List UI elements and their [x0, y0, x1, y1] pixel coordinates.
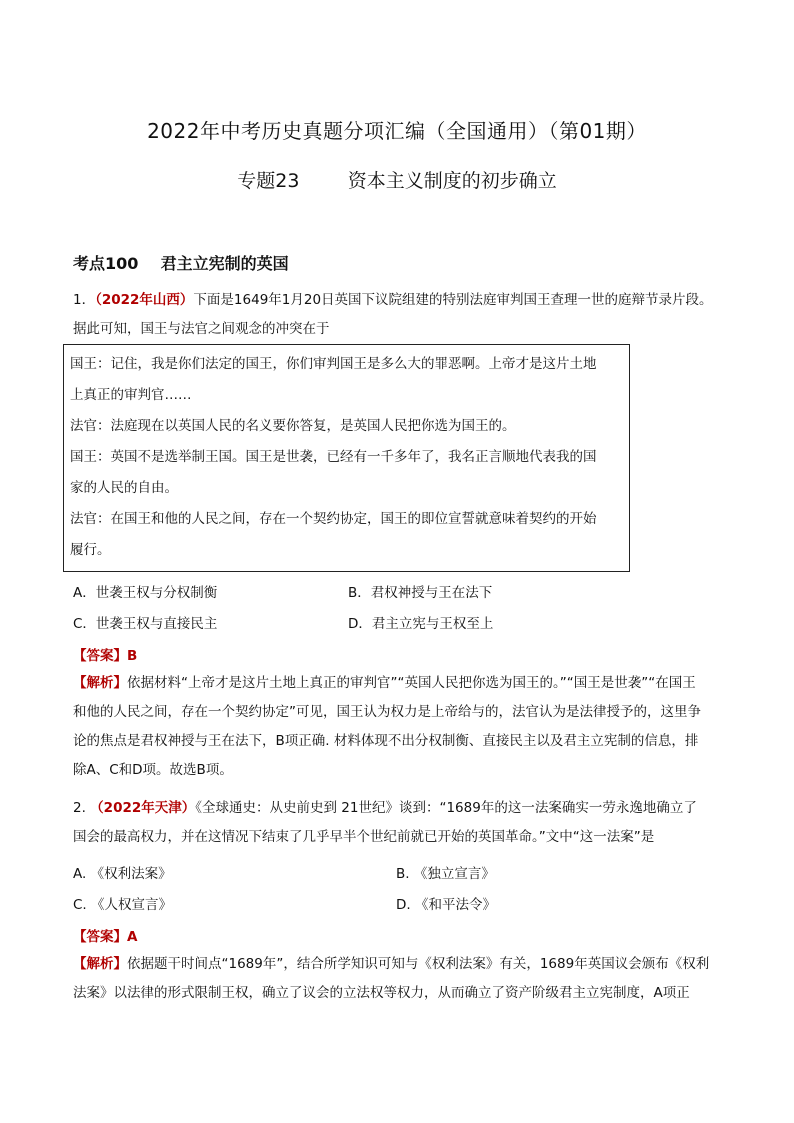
- q1-analysis-line1: 依据材料“上帝才是这片土地上真正的审判官”“英国人民把你选为国王的。”“国王是世袭”“在国王: [127, 675, 696, 691]
- q1-number: 1．: [73, 292, 96, 308]
- q1-stem: [73, 286, 733, 344]
- q2-option-a: A. 《权利法案》: [73, 866, 172, 882]
- q2-analysis-line2: 法案》以法律的形式限制王权，确立了议会的立法权等权力，从而确立了资产阶级君主立宪制度，A项正: [73, 985, 690, 1001]
- q1-material-box: [63, 344, 630, 572]
- q2-source: （2022年天津）: [90, 800, 196, 816]
- q1-source: （2022年山西）: [95, 292, 194, 308]
- document-subtitle: 专题23 资本主义制度的初步确立: [237, 170, 557, 192]
- q2-analysis: [73, 950, 733, 1008]
- q1-stem-line2: 据此可知，国王与法官之间观念的冲突在于: [73, 321, 330, 337]
- q2-stem-line2: 国会的最高权力，并在这情况下结束了几乎早半个世纪前就已开始的英国革命。”文中“这一法案”是: [73, 829, 655, 845]
- q1-option-a: A．世袭王权与分权制衡: [73, 585, 218, 601]
- q1-analysis-line2: 和他的人民之间，存在一个契约协定”可见，国王认为权力是上帝给与的，法官认为是法律授予的，这里争: [73, 704, 701, 720]
- q2-stem: [73, 794, 733, 852]
- document-title: 2022年中考历史真题分项汇编（全国通用）（第01期）: [147, 119, 647, 143]
- section-heading: 考点100 君主立宪制的英国: [73, 254, 289, 273]
- q1-analysis: [73, 669, 733, 785]
- q2-option-d: D. 《和平法令》: [396, 897, 496, 913]
- material-line: 法官：在国王和他的人民之间，存在一个契约协定，国王的即位宣誓就意味着契约的开始: [70, 511, 597, 527]
- q1-analysis-line3: 论的焦点是君权神授与王在法下，B项正确. 材料体现不出分权制衡、直接民主以及君主立宪制的信息，排: [73, 733, 699, 749]
- material-line: 国王：记住，我是你们法定的国王，你们审判国王是多么大的罪恶啊。上帝才是这片土地: [70, 356, 597, 372]
- q2-stem-line1: 《全球通史：从史前史到 21世纪》谈到：“1689年的这一法案确实一劳永逸地确立了: [195, 800, 697, 816]
- q1-option-c: C．世袭王权与直接民主: [73, 616, 218, 632]
- material-line: 履行。: [70, 542, 111, 558]
- material-line: 法官：法庭现在以英国人民的名义要你答复，是英国人民把你选为国王的。: [70, 418, 516, 434]
- q1-analysis-line4: 除A、C和D项。故选B项。: [73, 762, 233, 778]
- q2-analysis-label: 【解析】: [73, 956, 127, 972]
- q2-number: 2.: [73, 800, 91, 816]
- q1-analysis-label: 【解析】: [73, 675, 127, 691]
- q2-analysis-line1: 依据题干时间点“1689年”，结合所学知识可知与《权利法案》有关，1689年英国议会颁布《权利: [127, 956, 710, 972]
- q1-option-b: B．君权神授与王在法下: [348, 585, 493, 601]
- material-line: 上真正的审判官……: [70, 387, 192, 403]
- q2-option-c: C. 《人权宣言》: [73, 897, 173, 913]
- material-line: 家的人民的自由。: [70, 480, 178, 496]
- q1-option-d: D．君主立宪与王权至上: [348, 616, 494, 632]
- q1-stem-line1: 下面是1649年1月20日英国下议院组建的特别法庭审判国王查理一世的庭辩节录片段。: [193, 292, 713, 308]
- q2-answer: 【答案】A: [73, 929, 138, 945]
- q1-answer: 【答案】B: [73, 648, 138, 664]
- material-line: 国王：英国不是选举制王国。国王是世袭，已经有一千多年了，我名正言顺地代表我的国: [70, 449, 597, 465]
- q2-option-b: B. 《独立宣言》: [396, 866, 495, 882]
